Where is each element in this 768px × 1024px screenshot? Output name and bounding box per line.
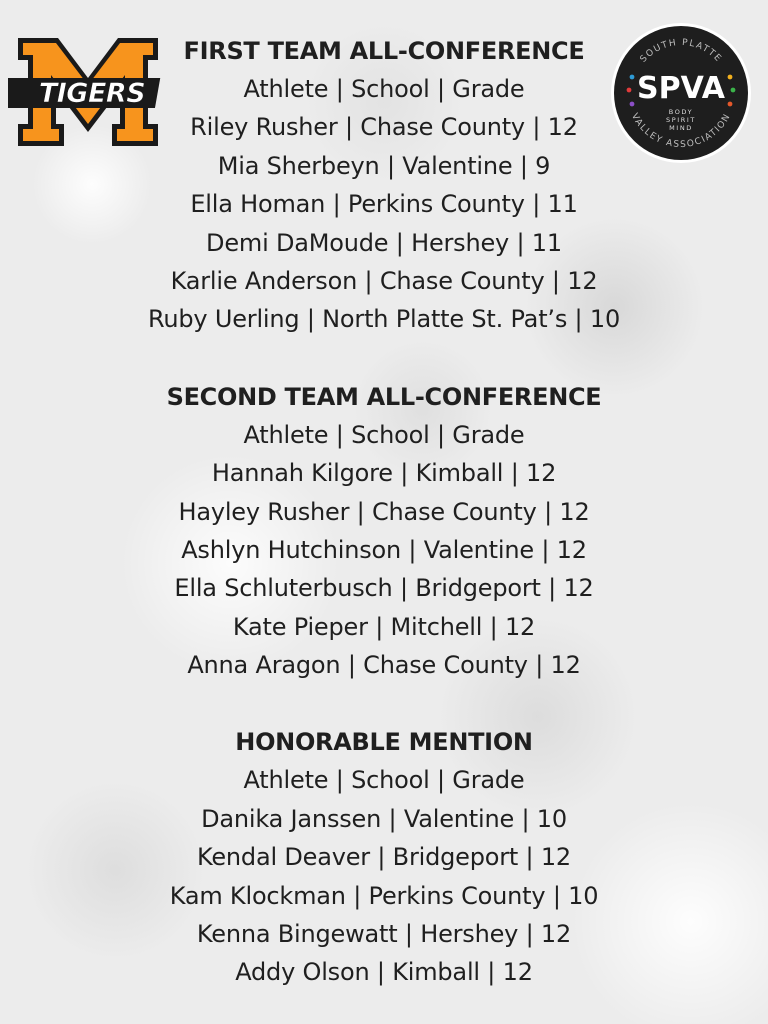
athlete-row: Kate Pieper | Mitchell | 12 xyxy=(232,612,536,641)
column-header-row: Athlete | School | Grade xyxy=(243,766,525,795)
column-header-row: Athlete | School | Grade xyxy=(243,75,525,103)
spva-arc-bottom-text: VALLEY ASSOCIATION xyxy=(628,111,734,151)
athlete-row: Ashlyn Hutchinson | Valentine | 12 xyxy=(181,535,587,564)
athlete-row: Anna Aragon | Chase County | 12 xyxy=(187,651,581,680)
spva-motto-mind: MIND xyxy=(669,124,693,132)
athlete-row: Hayley Rusher | Chase County | 12 xyxy=(178,497,590,526)
athlete-row: Danika Janssen | Valentine | 10 xyxy=(201,804,567,833)
column-header-row: Athlete | School | Grade xyxy=(243,420,525,449)
athlete-row: Kam Klockman | Perkins County | 10 xyxy=(169,881,599,910)
athlete-row: Ella Homan | Perkins County | 11 xyxy=(190,190,578,219)
athlete-row: Riley Rusher | Chase County | 12 xyxy=(190,113,578,142)
athlete-row: Kenna Bingewatt | Hershey | 12 xyxy=(196,920,572,949)
athlete-row: Ella Schluterbusch | Bridgeport | 12 xyxy=(174,574,594,603)
athlete-row: Ruby Uerling | North Platte St. Pat’s | 10 xyxy=(147,305,621,334)
athlete-row: Karlie Anderson | Chase County | 12 xyxy=(170,266,598,295)
spva-arc-top-text: SOUTH PLATTE xyxy=(638,37,724,65)
first-team-section xyxy=(100,32,668,339)
tigers-text: TIGERS xyxy=(38,78,146,109)
honorable-mention-section xyxy=(100,723,668,991)
athlete-row: Hannah Kilgore | Kimball | 12 xyxy=(211,459,557,488)
section-title: HONORABLE MENTION xyxy=(235,728,533,757)
athlete-row: Kendal Deaver | Bridgeport | 12 xyxy=(196,843,571,872)
section-title: SECOND TEAM ALL-CONFERENCE xyxy=(166,382,602,411)
spva-motto-body: BODY xyxy=(668,108,694,116)
second-team-section xyxy=(100,378,668,685)
athlete-row: Demi DaMoude | Hershey | 11 xyxy=(206,228,562,257)
athlete-row: Mia Sherbeyn | Valentine | 9 xyxy=(217,151,551,180)
athlete-row: Addy Olson | Kimball | 12 xyxy=(235,958,533,987)
spva-motto-spirit: SPIRIT xyxy=(666,116,696,124)
section-title: FIRST TEAM ALL-CONFERENCE xyxy=(183,37,585,65)
all-conference-list xyxy=(100,32,668,992)
spva-text: SPVA xyxy=(637,71,725,106)
